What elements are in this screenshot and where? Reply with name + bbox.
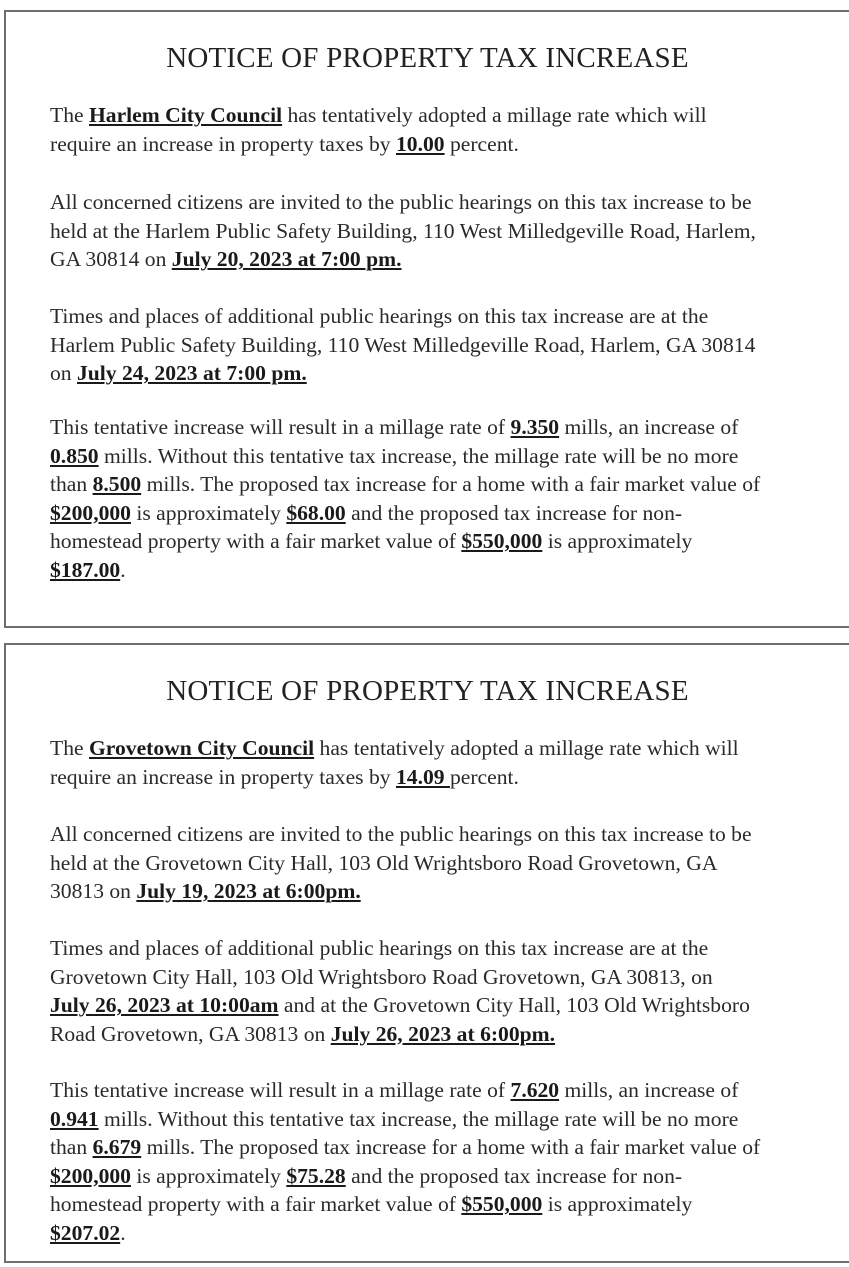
council-name: Grovetown City Council [88, 736, 315, 760]
notice-grovetown [4, 643, 849, 1263]
hearing-paragraph: All concerned citizens are invited to the public hearings on this tax increase to be held at the Grovetown City Hall, 103 Old Wrightsboro Road Grovetown, GA 30813 on July 19, 2023 at 6:00pm. [50, 822, 752, 903]
millage-paragraph: This tentative increase will result in a millage rate of 9.350 mills, an increase of 0.850 mills. Without this tentative tax increase, the millage rate will be no more than 8.500 mills. The proposed tax increase for a home with a fair market value of $200,000 is approximately $68.00 and the proposed tax increase for non- homestead property with a fair market value of $550,000 is approximately $187.00. [50, 415, 761, 582]
home-tax-increase: $68.00 [286, 500, 346, 525]
additional-hearings-paragraph: Times and places of additional public hearings on this tax increase are at the Harlem Public Safety Building, 110 West Milledgeville Road, Harlem, GA 30814 on July 24, 2023 at 7:00 pm. [50, 304, 756, 385]
hearing-date: July 20, 2023 at 7:00 pm. [171, 247, 402, 271]
hearing-paragraph: All concerned citizens are invited to the public hearings on this tax increase to be held at the Harlem Public Safety Building, 110 West Milledgeville Road, Harlem, GA 30814 on July 20, 2023 at 7:00 pm. [50, 190, 756, 271]
nonhomestead-tax-increase: $207.02 [50, 1220, 121, 1245]
notice-title: NOTICE OF PROPERTY TAX INCREASE [166, 675, 689, 707]
intro-paragraph: The Harlem City Council has tentatively adopted a millage rate which will require an increase in property taxes by 10.00 percent. [50, 103, 707, 156]
intro-paragraph: The Grovetown City Council has tentatively adopted a millage rate which will require an increase in property taxes by 14.09 percent. [50, 736, 739, 789]
additional-hearings-paragraph: Times and places of additional public hearings on this tax increase are at the Grovetown City Hall, 103 Old Wrightsboro Road Grovetown, GA 30813, on July 26, 2023 at 10:00am and at the Grovetown City Hall, 103 Old Wrightsboro Road Grovetown, GA 30813 on July 26, 2023 at 6:00pm. [50, 936, 750, 1046]
nonhomestead-tax-increase: $187.00 [50, 557, 121, 582]
home-tax-increase: $75.28 [286, 1163, 346, 1188]
additional-hearing-date: July 24, 2023 at 7:00 pm. [77, 361, 307, 385]
millage-increase: 0.850 [50, 443, 99, 468]
millage-paragraph: This tentative increase will result in a millage rate of 7.620 mills, an increase of 0.941 mills. Without this tentative tax increase, the millage rate will be no more than 6.679 mills. The proposed tax increase for a home with a fair market value of $200,000 is approximately $75.28 and the proposed tax increase for non- homestead property with a fair market value of $550,000 is approximately $207.02. [50, 1078, 761, 1245]
nonhomestead-value: $550,000 [461, 1192, 543, 1216]
notice-title: NOTICE OF PROPERTY TAX INCREASE [166, 42, 689, 74]
rollback-rate: 8.500 [92, 472, 142, 496]
additional-hearing-date-2: July 26, 2023 at 6:00pm. [330, 1021, 556, 1046]
millage-rate: 7.620 [510, 1078, 560, 1102]
additional-hearing-date-1: July 26, 2023 at 10:00am [50, 993, 279, 1017]
hearing-date: July 19, 2023 at 6:00pm. [136, 879, 361, 903]
millage-rate: 9.350 [510, 415, 560, 439]
increase-percent: 10.00 [395, 131, 445, 156]
home-value: $200,000 [50, 500, 131, 525]
notice-harlem [4, 10, 849, 628]
rollback-rate: 6.679 [92, 1135, 142, 1159]
council-name: Harlem City Council [88, 103, 283, 127]
nonhomestead-value: $550,000 [461, 529, 543, 553]
increase-percent: 14.09 [395, 764, 450, 789]
millage-increase: 0.941 [50, 1106, 99, 1131]
home-value: $200,000 [50, 1163, 131, 1188]
